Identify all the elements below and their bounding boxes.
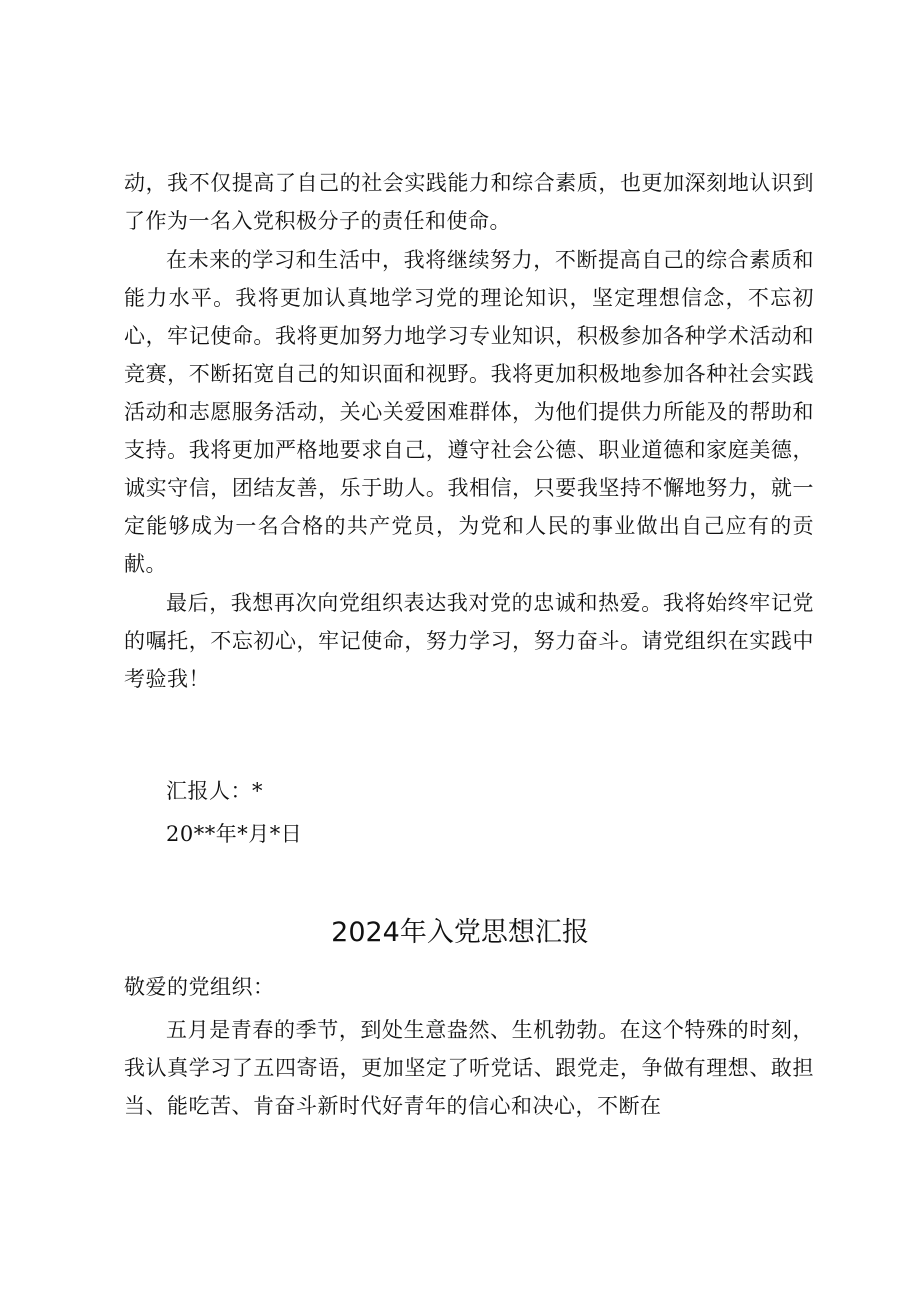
paragraph-closing: 最后，我想再次向党组织表达我对党的忠诚和热爱。我将始终牢记党的嘱托，不忘初心，牢记使命，努力学习，努力奋斗。请党组织在实践中考验我！ <box>124 591 814 691</box>
report-date: 20**年*月*日 <box>166 822 303 846</box>
report-title: 2024年入党思想汇报 <box>331 917 589 948</box>
report-body <box>124 1011 814 1125</box>
paragraph-future-plans: 在未来的学习和生活中，我将继续努力，不断提高自己的综合素质和能力水平。我将更加认真地学习党的理论知识，坚定理想信念，不忘初心，牢记使命。我将更加努力地学习专业知识，积极参加各种学术活动和竞赛，不断拓宽自己的知识面和视野。我将更加积极地参加各种社会实践活动和志愿服务活动，关心关爱困难群体，为他们提供力所能及的帮助和支持。我将更加严格地要求自己，遵守社会公德、职业道德和家庭美德，诚实守信，团结友善，乐于助人。我相信，只要我坚持不懈地努力，就一定能够成为一名合格的共产党员，为党和人民的事业做出自己应有的贡献。 <box>124 248 814 576</box>
paragraph-may-youth: 五月是青春的季节，到处生意盎然、生机勃勃。在这个特殊的时刻，我认真学习了五四寄语，更加坚定了听党话、跟党走，争做有理想、敢担当、能吃苦、肯奋斗新时代好青年的信心和决心，不断在 <box>124 1018 814 1118</box>
report-continuation <box>124 164 814 698</box>
reporter-signature: 汇报人：* <box>166 779 263 803</box>
salutation: 敬爱的党组织： <box>124 975 275 999</box>
paragraph-continuation: 动，我不仅提高了自己的社会实践能力和综合素质，也更加深刻地认识到了作为一名入党积极分子的责任和使命。 <box>124 171 814 233</box>
